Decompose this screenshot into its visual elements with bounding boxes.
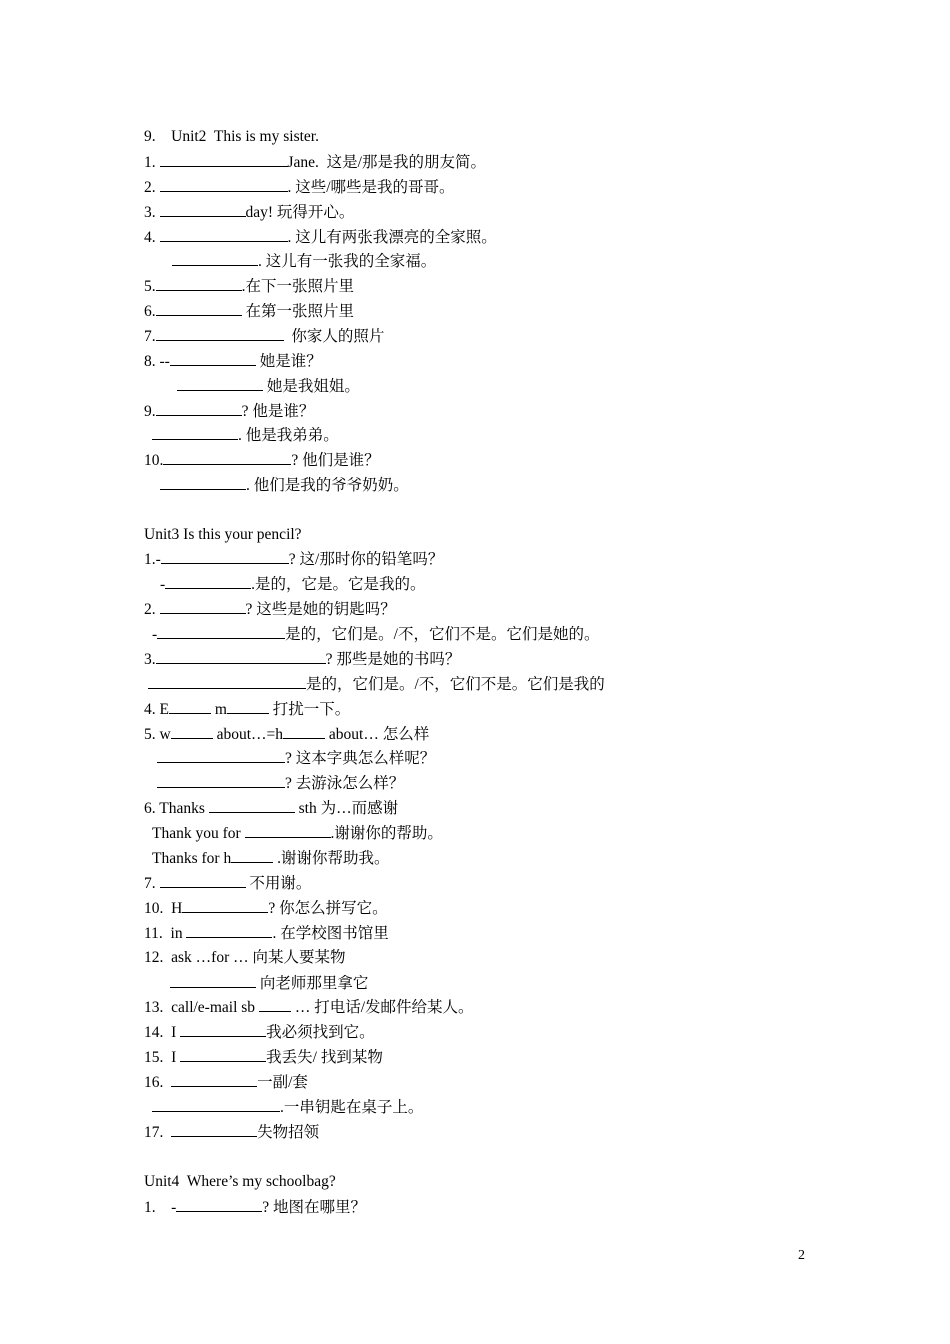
answer-blank[interactable] — [160, 176, 288, 192]
unit3-item-4: 4. E m 打扰一下。 — [144, 698, 350, 720]
answer-blank[interactable] — [259, 996, 291, 1012]
unit2-item-1: 1. Jane. 这是/那是我的朋友简。 — [144, 151, 486, 173]
unit2-heading: 9. Unit2 This is my sister. — [144, 128, 319, 145]
answer-blank[interactable] — [172, 250, 258, 266]
answer-blank[interactable] — [161, 548, 289, 564]
answer-blank[interactable] — [156, 325, 284, 341]
unit3-item-12-sub: 向老师那里拿它 — [170, 972, 368, 994]
unit3-item-17: 17. 失物招领 — [144, 1121, 319, 1143]
unit2-item-9-sub: . 他是我弟弟。 — [152, 424, 339, 446]
answer-blank[interactable] — [171, 723, 213, 739]
unit3-item-1: 1.- ? 这/那时你的铅笔吗？ — [144, 548, 443, 570]
answer-blank[interactable] — [186, 922, 272, 938]
answer-blank[interactable] — [163, 449, 291, 465]
answer-blank[interactable] — [160, 201, 246, 217]
unit3-item-3-sub: 是的，它们是。/不，它们不是。它们是我的 — [148, 673, 605, 695]
answer-blank[interactable] — [180, 1021, 266, 1037]
answer-blank[interactable] — [170, 972, 256, 988]
unit3-item-1-sub: - .是的，它是。它是我的。 — [160, 573, 426, 595]
unit3-item-2-sub: - 是的，它们是。/不，它们不是。它们是她的。 — [152, 623, 599, 645]
answer-blank[interactable] — [209, 797, 295, 813]
unit2-item-5: 5. .在下一张照片里 — [144, 275, 354, 297]
answer-blank[interactable] — [157, 623, 285, 639]
answer-blank[interactable] — [152, 1096, 280, 1112]
unit3-item-3: 3. ? 那些是她的书吗？ — [144, 648, 460, 670]
unit3-item-2: 2. ? 这些是她的钥匙吗？ — [144, 598, 396, 620]
answer-blank[interactable] — [176, 1196, 262, 1212]
unit3-heading: Unit3 Is this your pencil? — [144, 526, 302, 543]
answer-blank[interactable] — [227, 698, 269, 714]
unit3-item-6-sub-2: Thanks for h .谢谢你帮助我。 — [152, 847, 389, 869]
answer-blank[interactable] — [182, 897, 268, 913]
answer-blank[interactable] — [156, 300, 242, 316]
unit3-item-5-sub-2: ? 去游泳怎么样？ — [157, 772, 404, 794]
unit2-item-4: 4. . 这儿有两张我漂亮的全家照。 — [144, 226, 497, 248]
unit2-item-4-sub: . 这儿有一张我的全家福。 — [172, 250, 436, 272]
unit3-item-5-sub-1: ? 这本字典怎么样呢？ — [157, 747, 435, 769]
unit3-item-13: 13. call/e-mail sb … 打电话/发邮件给某人。 — [144, 996, 474, 1018]
answer-blank[interactable] — [171, 1071, 257, 1087]
answer-blank[interactable] — [157, 772, 285, 788]
answer-blank[interactable] — [156, 400, 242, 416]
unit2-item-8: 8. -- 她是谁？ — [144, 350, 322, 372]
unit3-item-15: 15. I 我丢失/ 找到某物 — [144, 1046, 383, 1068]
answer-blank[interactable] — [165, 573, 251, 589]
unit3-item-16-sub: .一串钥匙在桌子上。 — [152, 1096, 423, 1118]
unit2-item-9: 9. ? 他是谁？ — [144, 400, 314, 422]
unit2-item-10: 10. ? 他们是谁？ — [144, 449, 380, 471]
answer-blank[interactable] — [152, 424, 238, 440]
unit3-item-5: 5. w about…=h about… 怎么样 — [144, 723, 429, 745]
answer-blank[interactable] — [160, 151, 288, 167]
answer-blank[interactable] — [169, 698, 211, 714]
answer-blank[interactable] — [160, 474, 246, 490]
answer-blank[interactable] — [180, 1046, 266, 1062]
answer-blank[interactable] — [148, 673, 306, 689]
unit4-heading: Unit4 Where’s my schoolbag? — [144, 1173, 336, 1190]
answer-blank[interactable] — [160, 226, 288, 242]
answer-blank[interactable] — [160, 598, 246, 614]
answer-blank[interactable] — [177, 375, 263, 391]
unit3-item-6-sub-1: Thank you for .谢谢你的帮助。 — [152, 822, 443, 844]
answer-blank[interactable] — [156, 275, 242, 291]
page-number: 2 — [798, 1248, 805, 1263]
answer-blank[interactable] — [156, 648, 326, 664]
unit2-item-8-sub: 她是我姐姐。 — [177, 375, 360, 397]
unit4-item-1: 1. - ? 地图在哪里？ — [144, 1196, 366, 1218]
unit2-item-7: 7. 你家人的照片 — [144, 325, 384, 347]
answer-blank[interactable] — [245, 822, 331, 838]
answer-blank[interactable] — [157, 747, 285, 763]
unit3-item-14: 14. I 我必须找到它。 — [144, 1021, 375, 1043]
unit3-item-7: 7. 不用谢。 — [144, 872, 311, 894]
unit2-item-6: 6. 在第一张照片里 — [144, 300, 354, 322]
unit3-item-10: 10. H ? 你怎么拼写它。 — [144, 897, 388, 919]
unit3-item-6: 6. Thanks sth 为…而感谢 — [144, 797, 398, 819]
unit2-item-3: 3. day! 玩得开心。 — [144, 201, 354, 223]
unit3-item-11: 11. in . 在学校图书馆里 — [144, 922, 389, 944]
unit2-item-2: 2. . 这些/哪些是我的哥哥。 — [144, 176, 455, 198]
unit3-item-12: 12. ask …for … 向某人要某物 — [144, 949, 346, 966]
answer-blank[interactable] — [170, 350, 256, 366]
answer-blank[interactable] — [171, 1121, 257, 1137]
answer-blank[interactable] — [231, 847, 273, 863]
answer-blank[interactable] — [283, 723, 325, 739]
unit3-item-16: 16. 一副/套 — [144, 1071, 308, 1093]
answer-blank[interactable] — [160, 872, 246, 888]
unit2-item-10-sub: . 他们是我的爷爷奶奶。 — [160, 474, 409, 496]
